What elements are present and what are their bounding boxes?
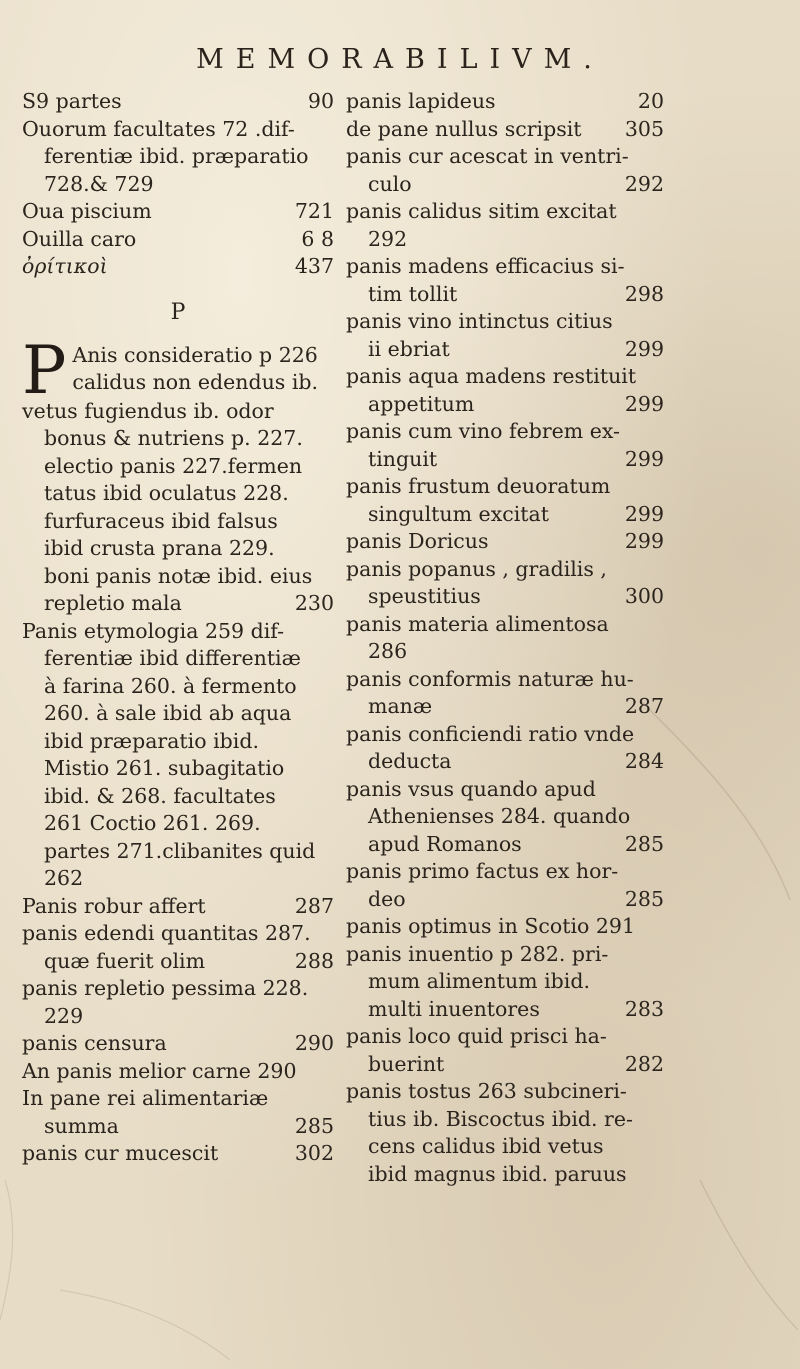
index-line [346,858,664,886]
index-text: summa [44,1113,119,1138]
index-text: 286 [368,639,408,663]
index-text: Mistio 261. subagitatio [44,756,285,780]
index-text: panis Doricus [346,529,489,553]
running-head: MEMORABILIVM. [196,44,604,75]
index-line [22,948,334,976]
index-line [22,480,334,508]
index-entry [346,253,664,308]
index-line [72,342,334,370]
index-line [22,116,334,144]
index-line [346,913,664,941]
index-line [346,693,664,721]
index-text: ὀρίτικοὶ [22,254,108,278]
index-text: panis cur mucescit [22,1141,219,1165]
index-text: ferentiæ ibid differentiæ [44,646,301,670]
index-entry [22,618,334,893]
index-entry [346,1078,664,1188]
index-text: vetus fugiendus ib. odor [22,398,274,423]
index-text: panis censura [22,1031,167,1055]
index-text: Athenienses 284. quando [368,804,631,828]
index-line [22,700,334,728]
index-line [346,1051,664,1079]
index-text: panis tostus 263 subcineri- [346,1079,627,1103]
index-entry [22,1140,334,1168]
index-text: 262 [44,866,84,890]
index-text: partes 271.clibanites quid [44,838,316,863]
index-line [346,721,664,749]
index-line [22,198,334,226]
index-entry [346,721,664,776]
index-entry [346,473,664,528]
index-line [22,226,334,254]
index-line [22,618,334,646]
index-line [346,253,664,281]
index-text: ibid crusta prana 229. [44,536,275,560]
index-entry [22,398,334,618]
index-text: panis madens efficacius si- [346,254,625,278]
page-number: 299 [624,529,664,553]
index-text: 728.& 729 [44,171,154,196]
index-entry [22,920,334,975]
index-text: tim tollit [368,281,458,306]
page-number: 285 [294,1113,334,1138]
index-line [346,473,664,501]
index-line [346,116,664,144]
index-text: panis primo factus ex hor- [346,859,619,883]
index-line [22,398,334,426]
index-text: mum alimentum ibid. [368,969,590,993]
index-line [22,645,334,673]
index-text: à farina 260. à fermento [44,673,297,698]
page-number: 299 [624,501,664,526]
page-number: 6 8 [301,226,334,251]
index-line [22,1113,334,1141]
page-number: 721 [294,199,334,223]
drop-capital: P [22,331,67,409]
index-line [22,728,334,756]
index-line [22,143,334,171]
index-text: furfuraceus ibid falsus [44,508,278,533]
index-text: panis conformis naturæ hu- [346,666,634,691]
index-entry [346,363,664,418]
index-text: de pane nullus scripsit [346,116,582,141]
index-text: quæ fuerit olim [44,948,206,973]
index-line [346,968,664,996]
index-line [346,88,664,116]
dropcap-entry [22,331,334,409]
index-entry [346,611,664,666]
index-entry [22,88,334,116]
index-line [346,1106,664,1134]
index-line [346,611,664,639]
index-line [22,88,334,116]
index-text: Panis etymologia 259 dif- [22,618,285,643]
index-entry [22,226,334,254]
index-text: multi inuentores [368,996,540,1021]
index-line [346,666,664,694]
index-text: panis materia alimentosa [346,611,609,636]
index-text: manæ [368,694,433,718]
index-text: ibid magnus ibid. paruus [368,1161,627,1186]
index-text: ibid. & 268. facultates [44,783,276,808]
index-entry [346,528,664,556]
index-line [346,886,664,914]
index-line [346,941,664,969]
index-text: panis lapideus [346,89,496,113]
index-text: panis optimus in Scotio 291 [346,914,636,938]
index-line [346,1133,664,1161]
index-line [346,418,664,446]
index-line [346,391,664,419]
index-line [22,563,334,591]
index-line [346,748,664,776]
index-entry [22,253,334,281]
index-text: boni panis notæ ibid. eius [44,563,313,588]
index-text: Anis consideratio p 226 [72,342,318,367]
index-line [346,171,664,199]
index-text: tinguit [368,446,438,471]
index-entry [346,858,664,913]
index-line [22,893,334,921]
index-text: panis conficiendi ratio vnde [346,721,635,746]
index-text: apud Romanos [368,831,522,856]
index-line [346,803,664,831]
index-text: In pane rei alimentariæ [22,1086,269,1110]
index-line [22,673,334,701]
index-entry [346,941,664,1024]
index-text: panis popanus , gradilis , [346,556,607,581]
index-text: 292 [368,226,408,251]
page-number: 287 [624,694,664,718]
index-entry [22,1085,334,1140]
index-text: tatus ibid oculatus 228. [44,481,289,505]
page-number: 230 [294,591,334,615]
index-text: 261 Coctio 261. 269. [44,811,261,835]
page-number: 288 [294,948,334,973]
index-text: Oua piscium [22,199,152,223]
page-number: 298 [624,281,664,306]
index-text: repletio mala [44,591,182,615]
index-entry [346,116,664,144]
index-text: panis vsus quando apud [346,776,596,801]
index-line [22,920,334,948]
page-number: 299 [624,336,664,361]
index-entry [22,975,334,1030]
page-number: 437 [294,254,334,278]
index-line [22,1058,334,1086]
page-number: 300 [624,584,664,608]
index-entry [346,88,664,116]
index-entry [346,666,664,721]
index-line [346,198,664,226]
index-line [72,369,334,397]
index-text: Ouilla caro [22,226,137,251]
index-line [346,446,664,474]
index-entry [22,893,334,921]
index-text: panis calidus sitim excitat [346,199,617,223]
index-text: deducta [368,749,452,773]
index-entry [346,776,664,859]
letter-heading: P [170,299,186,325]
index-text: panis vino intinctus citius [346,309,613,333]
index-text: panis loco quid prisci ha- [346,1024,607,1048]
index-text: An panis melior carne 290 [22,1058,297,1083]
index-entry [22,1030,334,1058]
index-line [22,453,334,481]
index-text: buerint [368,1051,445,1076]
index-line [22,535,334,563]
page-number: 285 [624,831,664,856]
index-line [346,363,664,391]
index-line [346,501,664,529]
page-number: 285 [624,886,664,911]
index-line [346,226,664,254]
index-text: Ouorum facultates 72 .dif- [22,116,295,141]
index-line [22,865,334,893]
page-number: 90 [307,89,334,113]
index-text: calidus non edendus ib. [72,370,319,394]
index-text: cens calidus ibid vetus [368,1134,604,1158]
index-line [22,755,334,783]
index-entry [346,1023,664,1078]
index-line [22,783,334,811]
index-entry [22,1058,334,1086]
index-line [346,1078,664,1106]
index-text: deo [368,886,406,911]
index-text: panis aqua madens restituit [346,364,637,388]
index-entry [22,116,334,199]
index-line [22,975,334,1003]
index-line [22,1003,334,1031]
page-number: 20 [637,89,664,113]
index-text: panis inuentio p 282. pri- [346,941,609,966]
page-number: 305 [624,116,664,141]
index-line [346,281,664,309]
page-number: 283 [624,996,664,1021]
index-line [346,776,664,804]
index-entry [346,913,664,941]
index-text: S9 partes [22,89,122,113]
index-line [346,143,664,171]
index-entry [346,198,664,253]
page-number: 302 [294,1141,334,1165]
index-text: singultum excitat [368,501,549,526]
index-text: electio panis 227.fermen [44,453,303,478]
index-entry [346,556,664,611]
index-entry [346,418,664,473]
index-text: appetitum [368,391,475,416]
index-text: bonus & nutriens p. 227. [44,426,303,450]
index-line [346,1161,664,1189]
index-line [346,831,664,859]
left-column [22,88,334,1168]
index-line [346,996,664,1024]
page-number: 290 [294,1031,334,1055]
right-column [346,88,664,1188]
index-text: panis frustum deuoratum [346,474,611,498]
index-text: ferentiæ ibid. præparatio [44,144,309,168]
index-text: panis cum vino febrem ex- [346,419,620,443]
index-text: 229 [44,1003,84,1028]
page-number: 299 [624,446,664,471]
index-text: tius ib. Biscoctus ibid. re- [368,1106,633,1131]
page-number: 299 [624,391,664,416]
index-line [346,638,664,666]
index-line [22,171,334,199]
index-text: culo [368,171,412,196]
index-line [22,590,334,618]
index-line [346,583,664,611]
index-line [22,1140,334,1168]
index-text: ibid præparatio ibid. [44,728,259,753]
index-line [346,336,664,364]
index-entry [346,308,664,363]
index-text: ii ebriat [368,336,450,361]
page-number: 292 [624,171,664,196]
index-text: panis cur acescat in ventri- [346,144,629,168]
index-line [346,528,664,556]
index-line [22,425,334,453]
index-line [22,253,334,281]
index-entry [346,143,664,198]
page-number: 282 [624,1051,664,1076]
index-text: panis repletio pessima 228. [22,976,309,1000]
index-line [22,1085,334,1113]
index-text: speustitius [368,584,481,608]
index-line [346,556,664,584]
index-text: Panis robur affert [22,893,206,918]
index-line [22,1030,334,1058]
index-line [22,508,334,536]
index-text: 260. à sale ibid ab aqua [44,701,292,725]
page-number: 284 [624,749,664,773]
page-number: 287 [294,893,334,918]
index-line [346,1023,664,1051]
index-line [22,838,334,866]
index-entry [22,198,334,226]
index-line [22,810,334,838]
index-line [346,308,664,336]
index-text: panis edendi quantitas 287. [22,921,311,945]
